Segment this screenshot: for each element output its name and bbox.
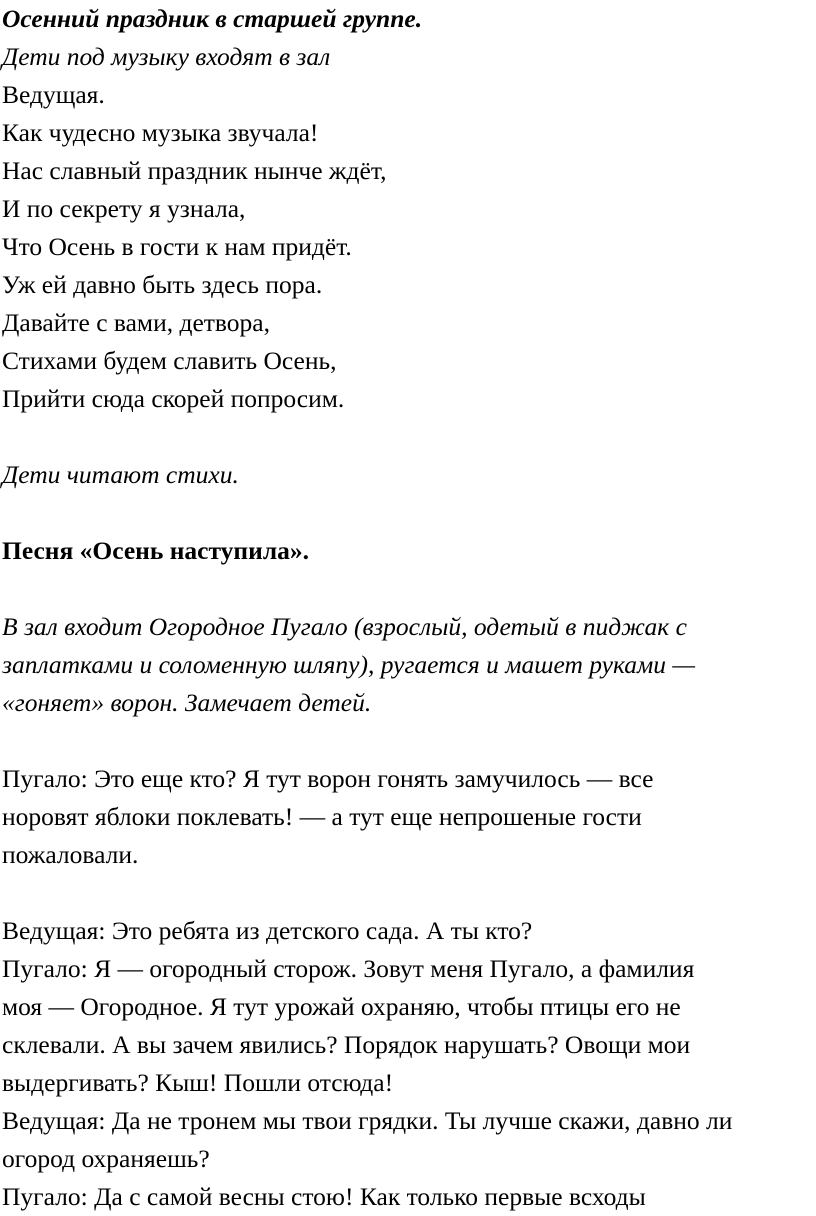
poem-line: И по секрету я узнала, [2, 194, 246, 223]
poem-line: Давайте с вами, детвора, [2, 308, 270, 337]
dialogue-line: Пугало: Да с самой весны стою! Как только первые всходы [2, 1182, 646, 1211]
speaker-label: Ведущая. [2, 80, 105, 109]
poem-line: Стихами будем славить Осень, [2, 346, 337, 375]
dialogue-line: огород охраняешь? [2, 1144, 210, 1173]
dialogue-line: выдергивать? Кыш! Пошли отсюда! [2, 1068, 394, 1097]
blank-line [2, 874, 812, 912]
dialogue-line: Ведущая: Да не тронем мы твои грядки. Ты лучше скажи, давно ли [2, 1106, 733, 1135]
blank-line [2, 722, 812, 760]
dialogue-line: склевали. А вы зачем явились? Порядок нарушать? Овощи мои [2, 1030, 691, 1059]
song-title: Песня «Осень наступила». [2, 536, 309, 565]
stage-direction-line: заплатками и соломенную шляпу), ругается и машет руками — [2, 650, 696, 679]
poem-line: Уж ей давно быть здесь пора. [2, 270, 323, 299]
stage-direction: Дети под музыку входят в зал [2, 42, 331, 71]
dialogue-block [2, 760, 812, 874]
document-page [2, 0, 812, 1216]
blank-line [2, 418, 812, 456]
document-title: Осенний праздник в старшей группе. [2, 4, 423, 33]
blank-line [2, 494, 812, 532]
dialogue-line: пожаловали. [2, 840, 139, 869]
dialogue-line: Пугало: Я — огородный сторож. Зовут меня Пугало, а фамилия [2, 954, 695, 983]
dialogue-line: Пугало: Это еще кто? Я тут ворон гонять замучилось — все [2, 764, 654, 793]
blank-line [2, 570, 812, 608]
stage-direction: Дети читают стихи. [2, 460, 239, 489]
dialogue-line: норовят яблоки поклевать! — а тут еще непрошеные гости [2, 802, 642, 831]
poem-line: Прийти сюда скорей попросим. [2, 384, 345, 413]
dialogue-line: Ведущая: Это ребята из детского сада. А ты кто? [2, 916, 533, 945]
poem-line: Нас славный праздник нынче ждёт, [2, 156, 387, 185]
poem-block [2, 114, 812, 418]
dialogue-line: моя — Огородное. Я тут урожай охраняю, чтобы птицы его не [2, 992, 681, 1021]
poem-line: Как чудесно музыка звучала! [2, 118, 319, 147]
poem-line: Что Осень в гости к нам придёт. [2, 232, 352, 261]
dialogue-block [2, 912, 812, 1216]
scarecrow-direction [2, 608, 812, 722]
stage-direction-line: В зал входит Огородное Пугало (взрослый, одетый в пиджак с [2, 612, 687, 641]
stage-direction-line: «гоняет» ворон. Замечает детей. [2, 688, 372, 717]
